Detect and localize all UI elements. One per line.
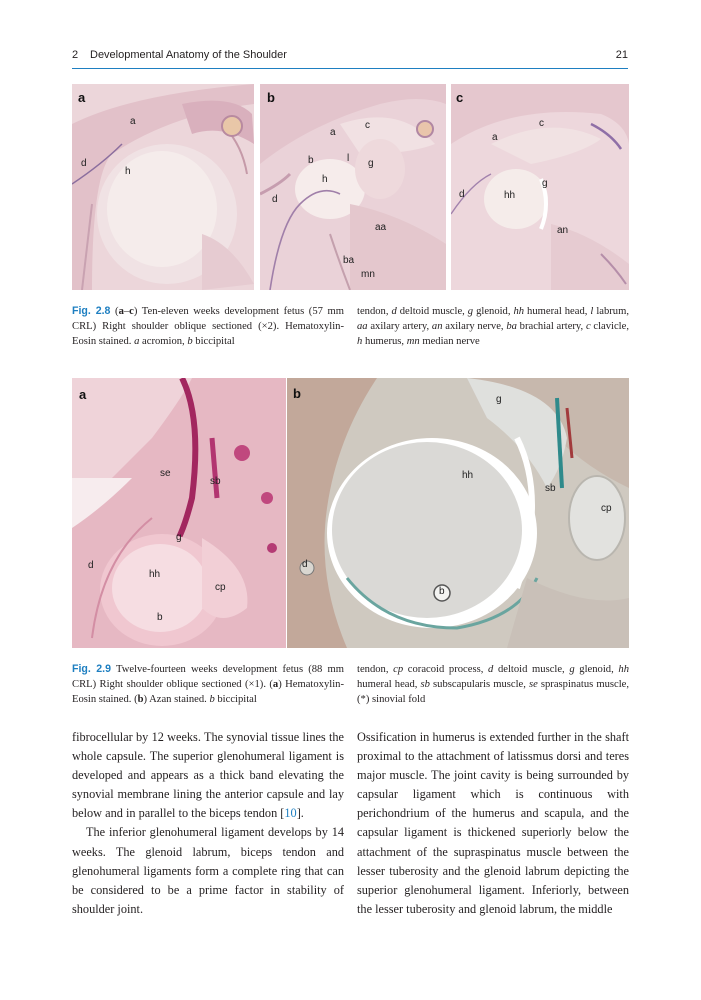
structure-label: a	[130, 116, 136, 127]
figure-2-8-panel-c	[451, 84, 629, 290]
structure-label: h	[125, 166, 131, 177]
caption-text: Twelve-fourteen weeks development fetus (88 mm CRL) Right shoulder oblique sectioned (×1). (a) Hematoxylin-Eosin stained. (b) Azan stained. b biccipital	[72, 664, 344, 706]
caption-text: tendon, d deltoid muscle, g glenoid, hh humeral head, l labrum, aa axilary artery, an axilary nerve, ba brachial artery, c clavicle, h humerus, mn median nerve	[357, 306, 629, 348]
figure-2-8-caption-left	[72, 304, 344, 350]
caption-text: tendon, cp coracoid process, d deltoid muscle, g glenoid, hh humeral head, sb subscapularis muscle, se spraspinatus muscle, (*) sinovial fold	[357, 664, 630, 706]
structure-label: b	[308, 155, 314, 166]
chapter-number: 2	[72, 49, 79, 61]
structure-label: cp	[601, 503, 612, 514]
panel-letter: a	[79, 387, 87, 402]
structure-label: se	[160, 468, 171, 479]
body-text-right-column: Ossification in humerus is extended further in the shaft proximal to the attachment of latissmus dorsi and teres major muscle. The joint cavity is being surrounded by capsular ligament which is continuous with perichondrium of the humerus and scapula, and the capsular ligament is thickened superiorly below the attachment of the supraspinatus muscle between the lesser tuberosity and the glenoid labrum depicting the superior glenohumeral ligament. Inferiorly, between the lesser tuberosity and glenoid labrum, the middle	[357, 730, 629, 916]
figure-2-9-caption-right	[357, 662, 629, 708]
structure-label: hh	[149, 569, 161, 580]
structure-label: g	[542, 178, 548, 189]
structure-label: cp	[215, 582, 226, 593]
structure-label: aa	[375, 222, 387, 233]
structure-label: g	[176, 532, 182, 543]
structure-label: sb	[210, 476, 221, 487]
structure-label: ba	[343, 255, 355, 266]
structure-label: d	[459, 189, 465, 200]
figure-2-8-panel-a	[72, 84, 254, 290]
structure-label: a	[492, 132, 498, 143]
structure-label: g	[496, 394, 502, 405]
structure-label: d	[272, 194, 278, 205]
histology-image-2-8a	[72, 84, 254, 290]
panel-letter: b	[293, 386, 301, 401]
header-rule	[72, 68, 628, 69]
structure-label: l	[347, 153, 350, 164]
structure-label: c	[365, 120, 370, 131]
structure-label: sb	[545, 483, 556, 494]
structure-label: hh	[504, 190, 516, 201]
figure-2-8-caption-right	[357, 304, 629, 350]
histology-image-2-9a	[72, 378, 286, 648]
panel-letter: b	[267, 90, 275, 105]
figure-2-9-caption-left	[72, 662, 344, 708]
structure-label: g	[368, 158, 374, 169]
figure-2-9-panel-b	[287, 378, 629, 648]
figure-2-8-panel-b	[260, 84, 446, 290]
figure-2-9-panel-a	[72, 378, 286, 648]
structure-label: d	[81, 158, 87, 169]
chapter-title: Developmental Anatomy of the Shoulder	[90, 49, 287, 61]
structure-label: b	[157, 612, 163, 623]
figure-number: Fig. 2.9	[72, 663, 112, 675]
structure-label: hh	[462, 470, 474, 481]
chapter-heading	[72, 49, 287, 61]
structure-label: an	[557, 225, 569, 236]
figure-number: Fig. 2.8	[72, 305, 111, 317]
caption-text: (a–c) Ten-eleven weeks development fetus (57 mm CRL) Right shoulder oblique sectioned (×2). Hematoxylin-Eosin stained. a acromion, b biccipital	[72, 306, 344, 348]
page-number: 21	[615, 49, 628, 61]
panel-letter: c	[456, 90, 464, 105]
histology-image-2-9b	[287, 378, 629, 648]
running-header	[72, 49, 628, 65]
structure-label: h	[322, 174, 328, 185]
structure-label: mn	[361, 269, 375, 280]
histology-image-2-8c	[451, 84, 629, 290]
structure-label: c	[539, 118, 544, 129]
structure-label: b	[439, 586, 445, 597]
structure-label: d	[88, 560, 94, 571]
body-text-left-column: fibrocellular by 12 weeks. The synovial tissue lines the whole capsule. The superior glenohumeral ligament is developed and appears as a thick band elevating the synovial membrane lining the anterior capsule and lay below and in parallel to the biceps tendon [10]. The inferior glenohumeral ligament develops by 14 weeks. The glenoid labrum, biceps tendon and glenohumeral ligaments form a complete ring that can be considered to be a prime factor in stability of shoulder joint.	[72, 730, 344, 916]
structure-label: a	[330, 127, 336, 138]
panel-letter: a	[78, 90, 86, 105]
structure-label: d	[302, 559, 308, 570]
